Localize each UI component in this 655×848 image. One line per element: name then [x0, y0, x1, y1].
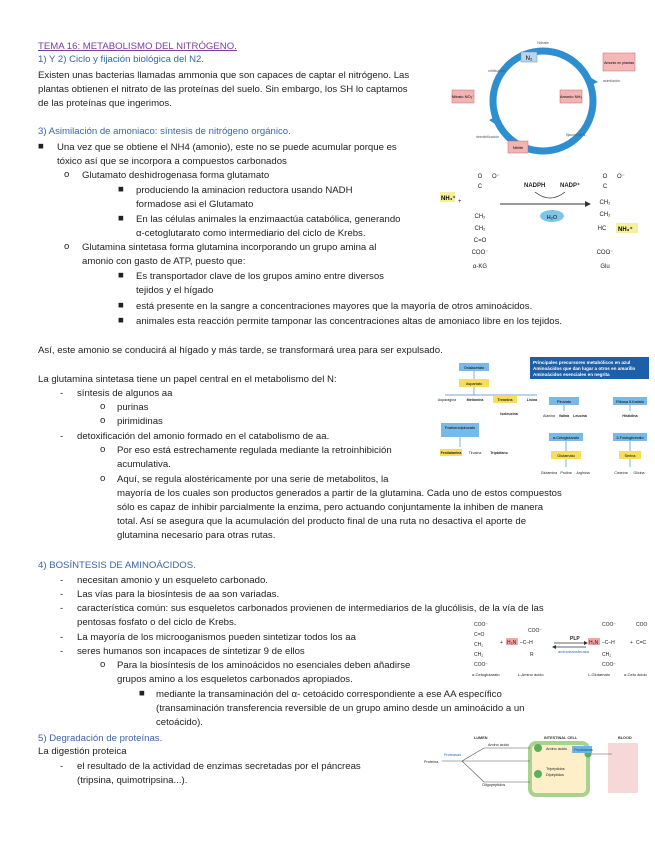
- svg-text:BLOOD: BLOOD: [618, 736, 632, 740]
- page-title: TEMA 16: METABOLISMO DEL NITRÓGENO.: [38, 41, 237, 52]
- list-item: pentosas fosfato o del ciclo de Krebs.: [77, 617, 237, 628]
- svg-text:Oxalacetato: Oxalacetato: [463, 366, 485, 370]
- nitrate-top-label: Nitrate: [537, 40, 549, 45]
- svg-text:Amino ácido: Amino ácido: [546, 747, 567, 751]
- svg-text:Tripéptidos: Tripéptidos: [546, 767, 565, 771]
- blood-vessel: [608, 743, 638, 793]
- svg-text:Proteína: Proteína: [424, 760, 439, 764]
- legend-title: Principales precursores metabólicos en azul: [533, 360, 631, 365]
- bullet-dash: -: [60, 388, 64, 399]
- list-item: detoxificación del amonio formado en el catabolismo de aa.: [77, 431, 330, 442]
- svg-text:COO⁻: COO⁻: [474, 662, 489, 668]
- svg-text:Prolina: Prolina: [560, 471, 572, 475]
- paragraph-line: La glutamina sintetasa tiene un papel central en el metabolismo del N:: [38, 374, 337, 385]
- svg-text:Isoleucina: Isoleucina: [500, 412, 518, 416]
- legend-title: Aminoácidos esenciales en negrita: [533, 372, 610, 377]
- list-item: tejidos y el hígado: [136, 285, 214, 296]
- glutamate-reaction-figure: [440, 170, 645, 275]
- list-item: característica común: sus esqueletos carbonados provienen de intermediarios de la glucólisis, de la vía de las: [77, 603, 544, 614]
- bullet-dash: -: [60, 589, 64, 600]
- bullet-dash: -: [60, 646, 64, 657]
- bullet-circle: o: [100, 659, 106, 670]
- svg-text:C=C: C=C: [636, 640, 647, 646]
- svg-text:Ribosa 5-fosfato: Ribosa 5-fosfato: [616, 400, 644, 404]
- list-item: el resultado de la actividad de enzimas secretadas por el páncreas: [77, 761, 361, 772]
- svg-text:R: R: [530, 652, 534, 658]
- list-item: produciendo la aminacion reductora usando NADH: [136, 185, 353, 196]
- svg-text:HC: HC: [597, 226, 607, 232]
- ammonium-label: Amonio NH₃: [559, 94, 583, 99]
- svg-text:C: C: [477, 184, 483, 190]
- paragraph-line: de las proteínas que ingerimos.: [38, 98, 172, 109]
- svg-text:L-Glutamato: L-Glutamato: [588, 672, 611, 677]
- bullet-circle: o: [100, 401, 106, 412]
- bullet-circle: o: [100, 473, 106, 484]
- svg-text:Glicina: Glicina: [633, 471, 645, 475]
- nh4-label: NH₄⁺: [441, 196, 456, 202]
- svg-text:Fenilalanina: Fenilalanina: [440, 451, 462, 455]
- svg-text:Serina: Serina: [624, 454, 636, 458]
- list-item: animales esta reacción permite tamponar las concentraciones altas de amoniaco libre en los tejidos.: [136, 316, 563, 327]
- list-item: tóxico así que se incorpora a compuestos carbonados: [57, 156, 287, 167]
- svg-text:Arginina: Arginina: [576, 471, 590, 475]
- svg-text:Histidina: Histidina: [622, 414, 638, 418]
- svg-text:O⁻: O⁻: [492, 174, 500, 180]
- svg-text:L-Amino ácido: L-Amino ácido: [518, 672, 544, 677]
- list-item: Glutamina sintetasa forma glutamina incorporando un grupo amina al: [82, 242, 377, 253]
- bullet-circle: o: [100, 415, 106, 426]
- bullet-square: ■: [118, 213, 124, 224]
- svg-text:Metionina: Metionina: [466, 398, 484, 402]
- svg-text:α-Ceto ácido: α-Ceto ácido: [624, 672, 647, 677]
- list-item: mediante la transaminación del α- cetoácido correspondiente a ese AA específico: [156, 689, 502, 700]
- svg-text:COO⁻: COO⁻: [602, 662, 617, 668]
- bullet-dash: -: [60, 575, 64, 586]
- svg-text:Oligopéptidos: Oligopéptidos: [482, 783, 506, 787]
- svg-text:NH₃⁺: NH₃⁺: [618, 227, 633, 233]
- list-item: Una vez que se obtiene el NH4 (amonio), este no se puede acumular porque es: [57, 142, 397, 153]
- cycle-small-label: asimilación: [603, 79, 621, 83]
- cycle-small-label: fijación de N₂: [566, 133, 587, 137]
- svg-text:H₃N: H₃N: [507, 640, 517, 646]
- h2o-label: H₂O: [546, 215, 558, 221]
- svg-text:INTESTINAL CELL: INTESTINAL CELL: [544, 736, 578, 740]
- svg-text:Dipéptidos: Dipéptidos: [546, 773, 564, 777]
- svg-text:+: +: [500, 640, 503, 646]
- paragraph-line: Existen unas bacterias llamadas ammonia que son capaces de captar el nitrógeno. Las: [38, 70, 410, 81]
- list-item: total. Así se asegura que la acumulación del producto final de una ruta no desactiva el aporte de: [117, 516, 527, 527]
- svg-text:CH₂: CH₂: [474, 214, 486, 220]
- svg-text:Amino ácido: Amino ácido: [488, 743, 509, 747]
- list-item: Aquí, se regula alostéricamente por una serie de metabolitos, la: [117, 474, 389, 485]
- svg-text:3-Fosfoglicerato: 3-Fosfoglicerato: [616, 436, 644, 440]
- svg-text:CH₂: CH₂: [599, 212, 611, 218]
- list-item: Las vías para la biosíntesis de aa son variadas.: [77, 589, 280, 600]
- svg-text:Fosfoenolpiruvato: Fosfoenolpiruvato: [444, 426, 476, 430]
- list-item: Glutamato deshidrogenasa forma glutamato: [82, 170, 270, 181]
- svg-text:C=O: C=O: [474, 632, 485, 638]
- intestine-figure: [422, 734, 647, 798]
- svg-text:CH₂: CH₂: [474, 642, 484, 648]
- svg-text:Peptidasas: Peptidasas: [574, 748, 593, 752]
- bullet-dash: -: [60, 431, 64, 442]
- bullet-square: ■: [118, 300, 124, 311]
- svg-text:Tirosina: Tirosina: [468, 451, 482, 455]
- list-item: Para la biosíntesis de los aminoácidos no esenciales deben añadirse: [117, 660, 411, 671]
- list-item: formadose asi el Glutamato: [136, 199, 254, 210]
- svg-text:CH₂: CH₂: [599, 200, 611, 206]
- svg-text:COO⁻: COO⁻: [596, 250, 614, 256]
- list-item: seres humanos son incapaces de sintetizar 9 de ellos: [77, 646, 305, 657]
- svg-text:–C–H: –C–H: [602, 640, 615, 646]
- plp-label: PLP: [570, 636, 580, 642]
- list-item: Es transportador clave de los grupos amino entre diversos: [136, 271, 384, 282]
- list-item: pirimidinas: [117, 416, 163, 427]
- svg-text:Asparagina: Asparagina: [437, 398, 457, 402]
- bullet-dash: -: [60, 632, 64, 643]
- n2-label: N₂: [525, 56, 533, 62]
- svg-text:Lisina: Lisina: [526, 398, 538, 402]
- list-item: amonio con gasto de ATP, puesto que:: [82, 256, 246, 267]
- transamination-figure: [470, 618, 650, 680]
- list-item: acumulativa.: [117, 459, 171, 470]
- svg-text:Aspartato: Aspartato: [465, 382, 483, 386]
- svg-text:CH₂: CH₂: [474, 226, 486, 232]
- svg-text:Glutamina: Glutamina: [540, 471, 558, 475]
- precursors-figure: [437, 357, 649, 482]
- svg-text:CH₂: CH₂: [474, 652, 484, 658]
- nadp-label: NADP⁺: [560, 183, 581, 189]
- list-item: La mayoría de los microoganismos pueden sintetizar todos los aa: [77, 632, 356, 643]
- svg-text:LUMEN: LUMEN: [474, 736, 488, 740]
- legend-title: Aminoácidos que dan lugar a otros en amarillo: [533, 366, 636, 371]
- nitrate-label: Nitrato NO₃⁻: [451, 94, 475, 99]
- list-item: (transaminación transferencia reversible de un grupo amino desde un aminoácido a un: [156, 703, 525, 714]
- svg-text:COO⁻: COO⁻: [602, 622, 617, 628]
- svg-text:Alanina: Alanina: [543, 414, 555, 418]
- svg-text:Piruvato: Piruvato: [557, 400, 571, 404]
- svg-text:CH₂: CH₂: [602, 652, 612, 658]
- svg-text:Leucina: Leucina: [573, 414, 587, 418]
- svg-text:O: O: [477, 174, 483, 180]
- bullet-square: ■: [139, 688, 145, 699]
- svg-text:–C–H: –C–H: [520, 640, 533, 646]
- section-1-heading: 1) Y 2) Ciclo y fijación biológica del N2.: [38, 54, 205, 65]
- svg-text:H₃N: H₃N: [589, 640, 599, 646]
- bullet-circle: o: [100, 444, 106, 455]
- list-item: (tripsina, quimotripsina...).: [77, 775, 188, 786]
- list-item: grupos amino a los esqueletos carbonados apropiados.: [117, 674, 353, 685]
- svg-text:Cisteína: Cisteína: [614, 471, 628, 475]
- bullet-dash: -: [60, 603, 64, 614]
- bullet-square: ■: [118, 184, 124, 195]
- svg-text:Proteasas: Proteasas: [444, 753, 462, 757]
- cycle-small-label: nitrificación: [488, 69, 506, 73]
- list-item: sólo es capaz de inhibir parcialmente la enzima, pero actuando conjuntamente la inhiben de manera: [117, 502, 544, 513]
- bullet-square: ■: [38, 141, 44, 152]
- svg-text:O⁻: O⁻: [617, 174, 625, 180]
- list-item: necesitan amonio y un esqueleto carbonado.: [77, 575, 268, 586]
- nitrogen-cycle-figure: [448, 38, 638, 163]
- alpha-kg-label: α-KG: [472, 264, 488, 270]
- nitrite-label: Nitrite: [512, 145, 524, 150]
- section-3-heading: 3) Asimilación de amoniaco: síntesis de nitrógeno orgánico.: [38, 126, 291, 137]
- list-item: En las células animales la enzimaactúa catabólica, generando: [136, 214, 401, 225]
- list-item: mayoría de los cuales son productos generados a partir de la glutamina. Cada uno de estos compuestos: [117, 488, 562, 499]
- list-item: Por eso está estrechamente regulada mediante la retroinhibición: [117, 445, 392, 456]
- paragraph-line: plantas obtienen el nitrato de las proteínas del suelo. Sin embargo, los SH lo captamos: [38, 84, 408, 95]
- svg-text:O: O: [602, 174, 608, 180]
- glu-label: Glu: [600, 264, 610, 270]
- list-item: purinas: [117, 402, 149, 413]
- enzyme-label: aminotransferasa: [558, 649, 589, 654]
- cycle-small-label: desnitrificación: [476, 135, 500, 139]
- plant-box-label: Amonio en plantas: [604, 61, 634, 65]
- nadph-label: NADPH: [524, 183, 546, 189]
- list-item: está presente en la sangre a concentraciones mayores que la mayoría de otros aminoácidos.: [136, 301, 533, 312]
- bullet-dash: -: [60, 761, 64, 772]
- list-item: glutamina necesario para otras rutas.: [117, 530, 276, 541]
- svg-text:Triptófano: Triptófano: [490, 451, 508, 455]
- svg-text:+: +: [630, 640, 633, 646]
- bullet-circle: o: [64, 169, 70, 180]
- svg-text:COO⁻: COO⁻: [528, 628, 543, 634]
- svg-text:α-Cetoglutarato: α-Cetoglutarato: [552, 436, 580, 440]
- svg-text:C: C: [602, 184, 608, 190]
- bullet-square: ■: [118, 270, 124, 281]
- svg-text:C=O: C=O: [473, 238, 487, 244]
- svg-text:COO⁻: COO⁻: [471, 250, 489, 256]
- svg-text:COO: COO: [636, 622, 648, 628]
- paragraph-line: Así, este amonio se conducirá al hígado y más tarde, se transformará urea para ser expulsado.: [38, 345, 443, 356]
- list-item: síntesis de algunos aa: [77, 388, 173, 399]
- list-item: cetoácido).: [156, 717, 203, 728]
- list-item: α-cetoglutarato como intermediario del ciclo de Krebs.: [136, 228, 366, 239]
- svg-text:Valina: Valina: [558, 414, 570, 418]
- bullet-circle: o: [64, 241, 70, 252]
- svg-text:+: +: [458, 199, 462, 205]
- svg-text:α-Cetoglutarato: α-Cetoglutarato: [472, 672, 500, 677]
- section-4-heading: 4) BOSÍNTESIS DE AMINOÁCIDOS.: [38, 560, 196, 571]
- svg-text:Treonina: Treonina: [497, 398, 513, 402]
- paragraph-line: La digestión proteica: [38, 746, 127, 757]
- bullet-square: ■: [118, 315, 124, 326]
- svg-text:COO⁻: COO⁻: [474, 622, 489, 628]
- svg-text:Glutamato: Glutamato: [557, 454, 575, 458]
- section-5-heading: 5) Degradación de proteínas.: [38, 733, 163, 744]
